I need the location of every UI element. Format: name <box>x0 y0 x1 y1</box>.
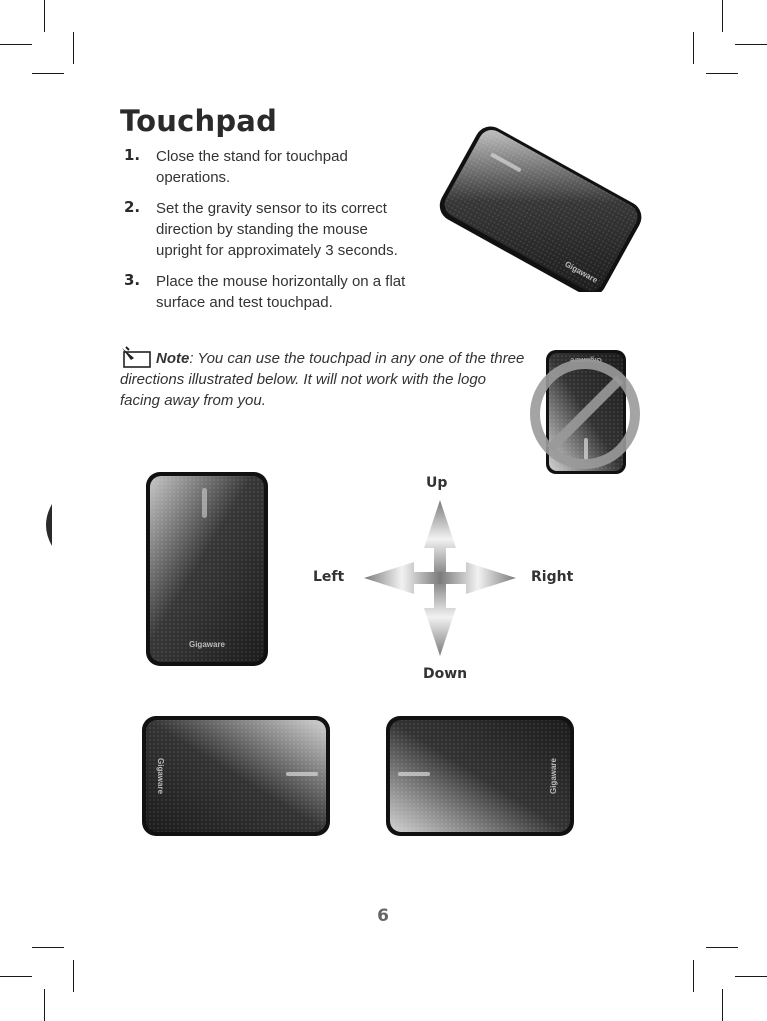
step-text: Close the stand for touchpad operations. <box>156 148 348 186</box>
section-tab-marker <box>40 504 52 546</box>
direction-label-up: Up <box>426 475 448 491</box>
note-pencil-icon <box>120 346 154 368</box>
step-number: 2. <box>124 198 141 216</box>
mouse-device-angled-illustration <box>430 122 656 292</box>
brand-logo-text: Gigaware <box>549 757 558 795</box>
crop-mark <box>706 73 738 74</box>
brand-logo-text: Gigaware <box>188 640 226 649</box>
step-item <box>124 271 424 313</box>
step-item <box>124 146 424 188</box>
direction-label-left: Left <box>313 569 345 585</box>
crop-mark <box>73 32 74 64</box>
crop-mark <box>0 976 32 977</box>
note-label: Note <box>156 350 190 367</box>
crop-mark <box>32 947 64 948</box>
crop-mark <box>73 960 74 992</box>
brand-logo-text: Gigaware <box>563 259 600 285</box>
crop-mark <box>722 0 723 32</box>
note-paragraph <box>120 346 525 411</box>
page-number: 6 <box>377 906 389 926</box>
crop-mark <box>722 989 723 1021</box>
note-text: : You can use the touchpad in any one of the three directions illustrated below. It will not work with the logo facing away from you. <box>120 350 525 409</box>
crop-mark <box>0 44 32 45</box>
step-text: Place the mouse horizontally on a flat surface and test touchpad. <box>156 273 406 311</box>
step-number: 1. <box>124 146 141 164</box>
crop-mark <box>706 947 738 948</box>
step-item <box>124 198 424 261</box>
crop-mark <box>44 989 45 1021</box>
mouse-device-landscape-left-illustration <box>140 714 332 838</box>
crop-mark <box>693 960 694 992</box>
crop-mark <box>32 73 64 74</box>
direction-arrows-icon <box>362 498 518 658</box>
brand-logo-text: Gigaware <box>570 356 602 363</box>
page-title: Touchpad <box>120 104 278 138</box>
crop-mark <box>693 32 694 64</box>
mouse-device-landscape-right-illustration <box>384 714 576 838</box>
mouse-device-portrait-illustration <box>144 470 270 668</box>
crop-mark <box>735 976 767 977</box>
direction-label-right: Right <box>531 569 574 585</box>
step-number: 3. <box>124 271 141 289</box>
instruction-steps <box>124 146 424 323</box>
prohibited-orientation-illustration <box>528 346 642 480</box>
crop-mark <box>44 0 45 32</box>
direction-label-down: Down <box>423 666 468 682</box>
step-text: Set the gravity sensor to its correct direction by standing the mouse upright for approximately 3 seconds. <box>156 200 398 259</box>
crop-mark <box>735 44 767 45</box>
brand-logo-text: Gigaware <box>156 757 165 795</box>
